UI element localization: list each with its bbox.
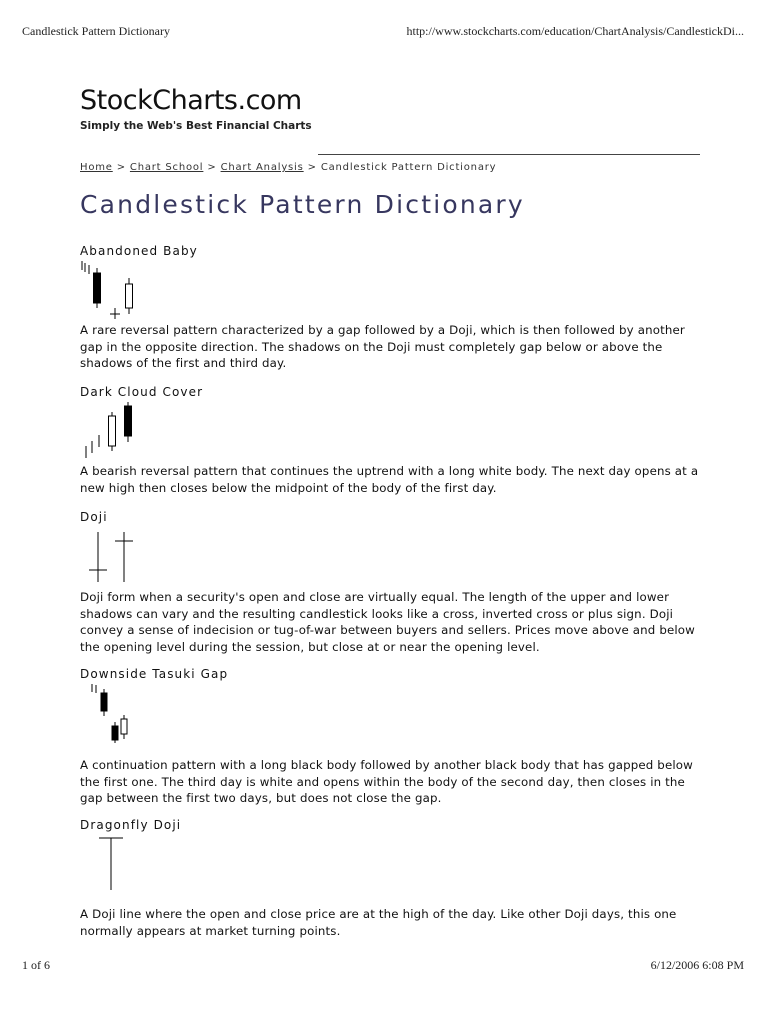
pattern-description-abandoned-baby: A rare reversal pattern characterized by a gap followed by a Doji, which is then followed by another gap in the opposite direction. The shadows on the Doji must completely gap below or above the shadows of the first and third day. (80, 323, 685, 370)
breadcrumb-separator: > (207, 162, 217, 173)
breadcrumb-chart-school-link[interactable]: Chart School (129, 162, 204, 173)
pattern-title-downside-tasuki-gap: Downside Tasuki Gap (80, 667, 229, 681)
pattern-description-doji: Doji form when a security's open and close are virtually equal. The length of the upper and lower shadows can vary and the resulting candlestick looks like a cross, inverted cross or plus sign. Doji convey a sense of indecision or tug-of-war between buyers and sellers. Prices move above and below the opening level during the session, but close at or near the opening level. (80, 590, 695, 654)
doji-candlestick-icon (78, 526, 148, 588)
pattern-description-dragonfly-doji: A Doji line where the open and close price are at the high of the day. Like other Doji days, this one normally appears at market turning points. (80, 907, 677, 938)
downside-tasuki-gap-candlestick-icon (78, 682, 148, 744)
breadcrumb-separator: > (116, 162, 126, 173)
breadcrumb (80, 162, 496, 173)
dragonfly-doji-candlestick-icon (78, 834, 148, 896)
pattern-title-doji: Doji (80, 510, 108, 524)
stockcharts-logo[interactable] (80, 86, 312, 132)
print-footer (22, 958, 744, 974)
print-timestamp: 6/12/2006 6:08 PM (650, 958, 744, 972)
breadcrumb-chart-analysis-link[interactable]: Chart Analysis (220, 162, 304, 173)
breadcrumb-separator: > (307, 162, 317, 173)
breadcrumb-home-link[interactable]: Home (80, 162, 113, 173)
print-header (22, 24, 744, 40)
print-header-url: http://www.stockcharts.com/education/ChartAnalysis/CandlestickDi... (406, 24, 744, 38)
print-header-title: Candlestick Pattern Dictionary (22, 24, 170, 38)
breadcrumb-current: Candlestick Pattern Dictionary (320, 162, 497, 173)
dark-cloud-cover-candlestick-icon (78, 400, 148, 462)
pattern-title-dark-cloud-cover: Dark Cloud Cover (80, 385, 204, 399)
pattern-title-abandoned-baby: Abandoned Baby (80, 244, 198, 258)
logo-brand: StockCharts.com (80, 85, 302, 116)
page-number: 1 of 6 (22, 958, 50, 972)
logo-tagline: Simply the Web's Best Financial Charts (80, 120, 312, 132)
header-divider (318, 154, 700, 155)
pattern-title-dragonfly-doji: Dragonfly Doji (80, 818, 182, 832)
pattern-description-downside-tasuki-gap: A continuation pattern with a long black body followed by another black body that has gapped below the first one. The third day is white and opens within the body of the second day, then closes in the gap between the first two days, but does not close the gap. (80, 758, 693, 805)
pattern-description-dark-cloud-cover: A bearish reversal pattern that continues the uptrend with a long white body. The next day opens at a new high then closes below the midpoint of the body of the first day. (80, 464, 699, 495)
abandoned-baby-candlestick-icon (78, 258, 148, 320)
page-title: Candlestick Pattern Dictionary (80, 190, 525, 219)
